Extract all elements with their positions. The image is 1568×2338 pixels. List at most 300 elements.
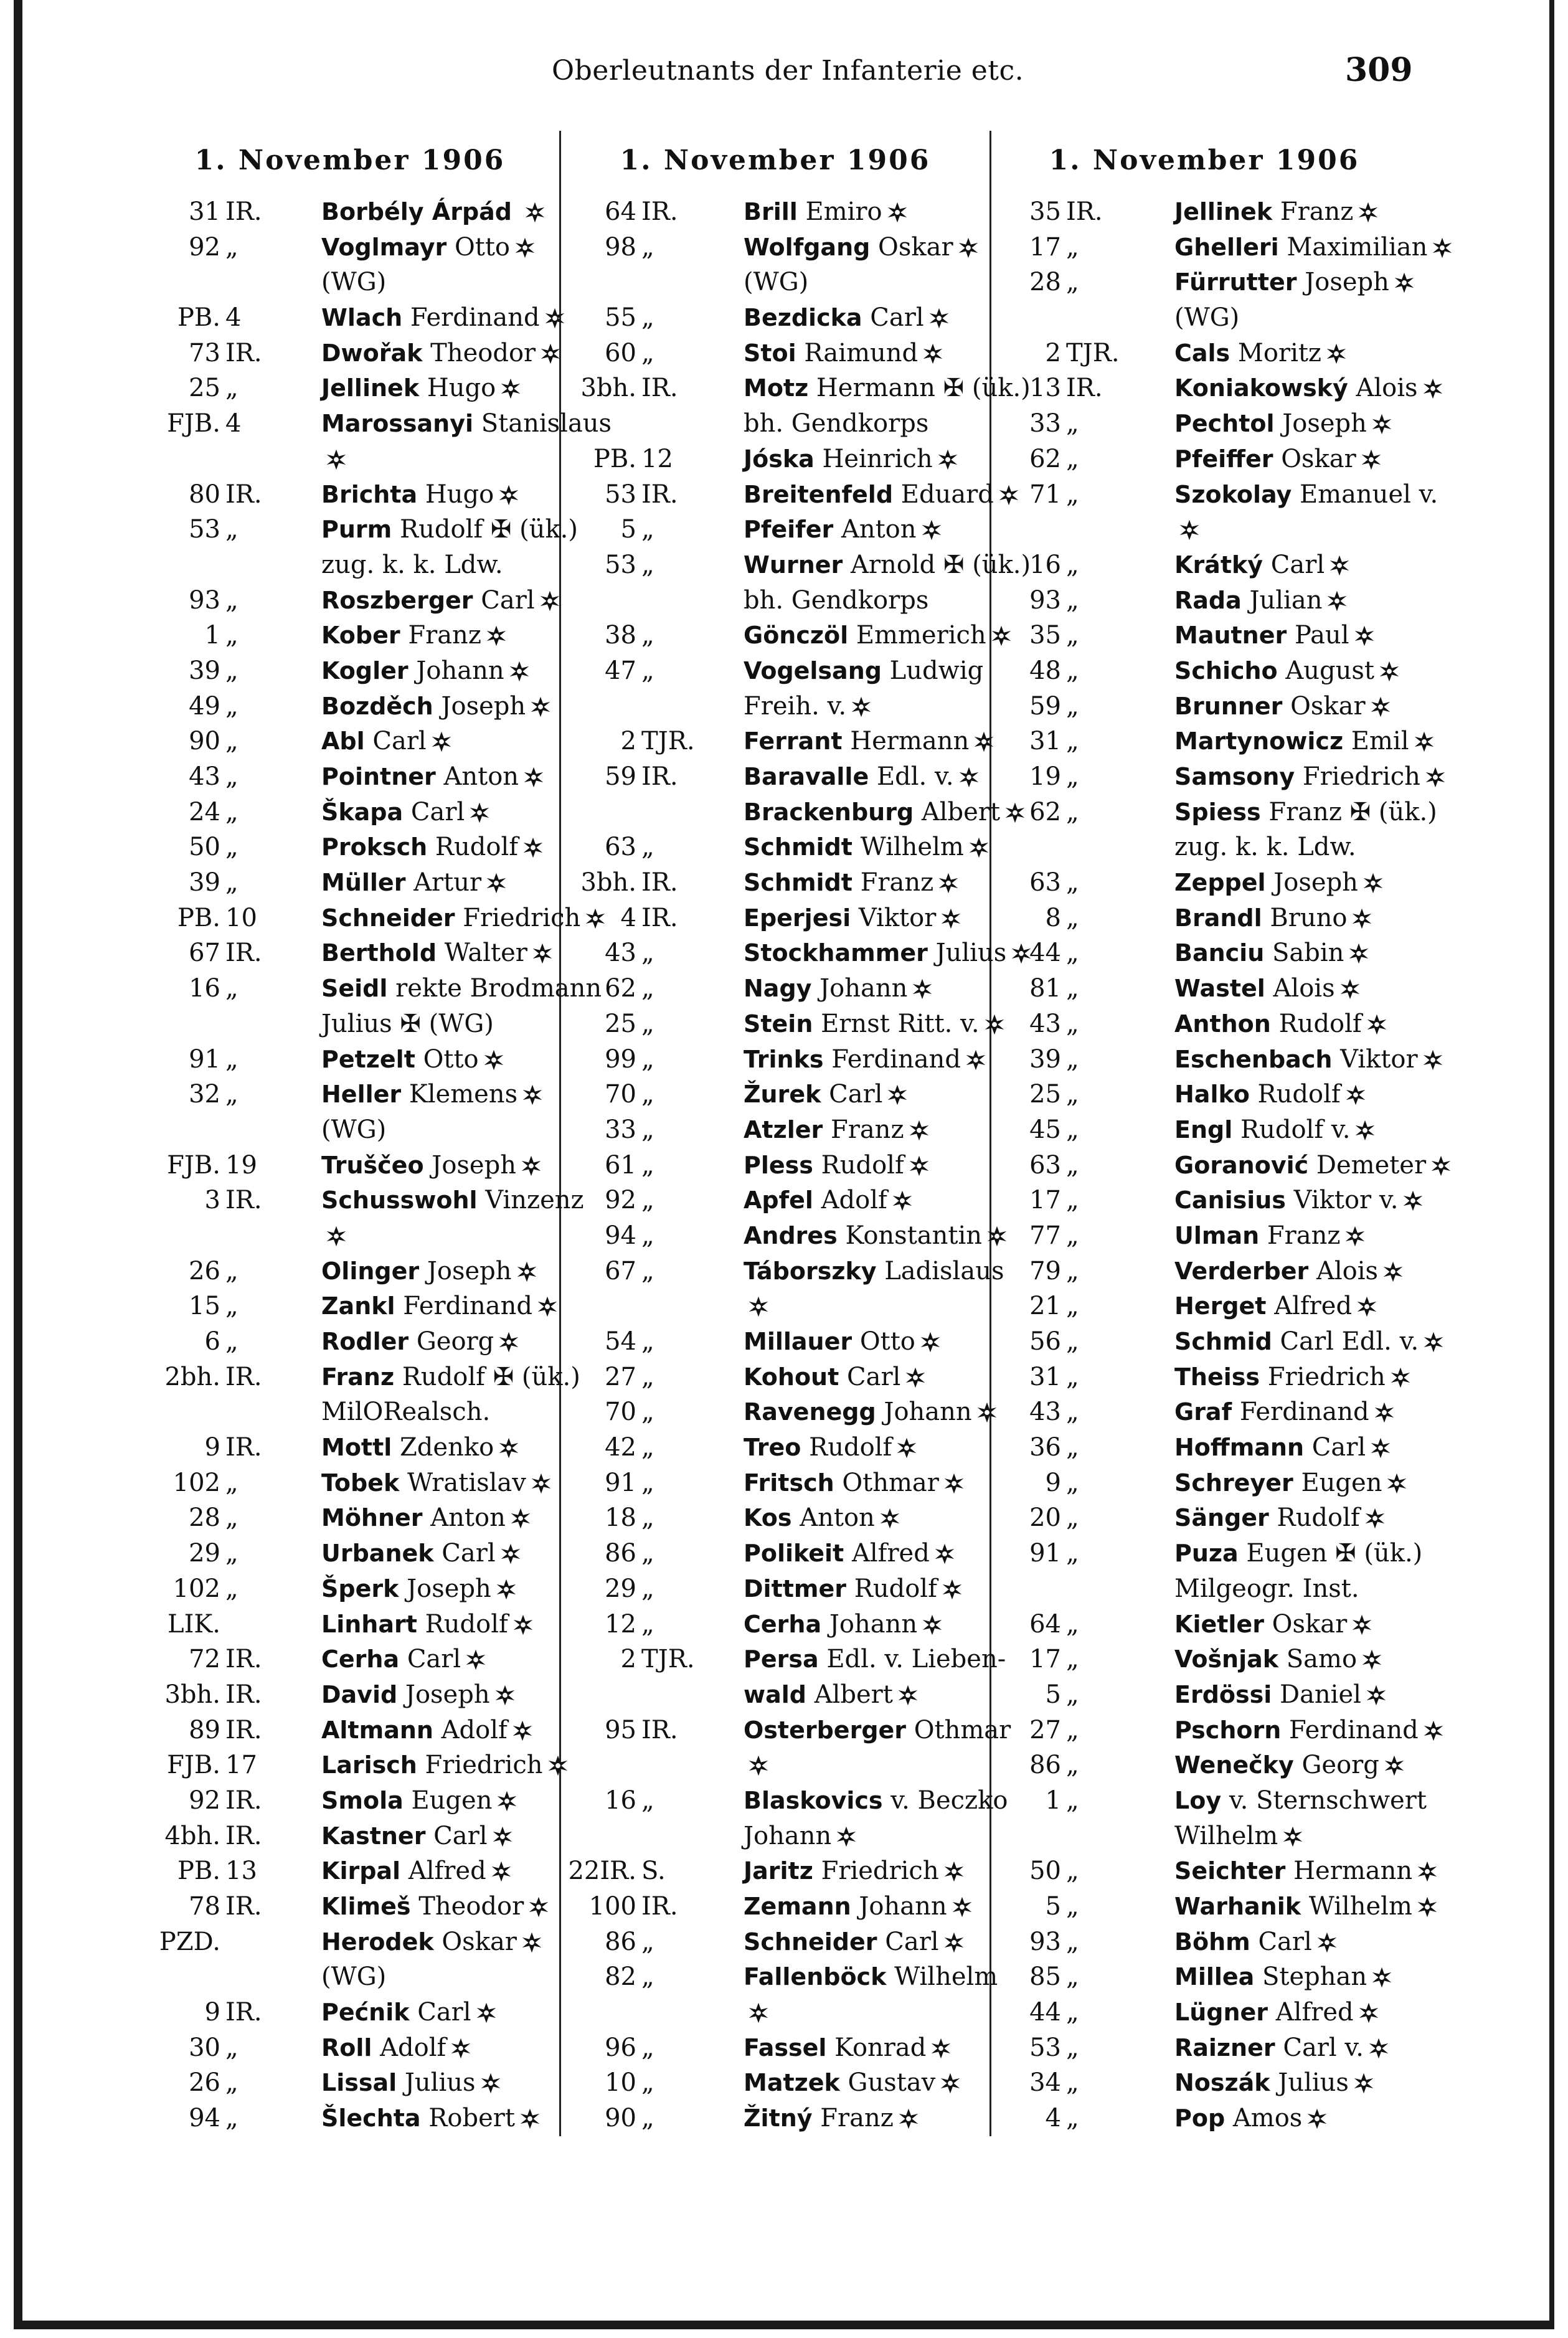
officer-entry <box>313 971 602 1006</box>
officer-entry <box>735 689 983 724</box>
cross-pattee-icon <box>1364 1507 1386 1530</box>
unit-abbrev: „ <box>225 797 239 826</box>
officer-entry <box>313 830 553 865</box>
unit-abbrev <box>220 1959 313 1995</box>
officer-entry <box>313 759 553 795</box>
unit-abbrev: „ <box>225 656 239 685</box>
list-item <box>147 1853 553 1889</box>
list-item <box>147 1218 553 1254</box>
regiment-number: 82 <box>605 1962 636 1992</box>
list-item <box>996 971 1412 1006</box>
list-item <box>996 1254 1412 1289</box>
regiment-number: 93 <box>1029 1927 1061 1956</box>
surname: Goranović <box>1174 1151 1309 1179</box>
given-name: Rudolf <box>1278 1009 1362 1038</box>
surname: Vogelsang <box>744 656 882 684</box>
officer-entry <box>1166 653 1412 689</box>
regiment-number: PB. <box>177 1857 220 1886</box>
regiment-number: 43 <box>1029 1009 1061 1038</box>
surname: Altmann <box>321 1716 433 1744</box>
officer-entry <box>735 512 983 547</box>
given-name: Eugen ✠ (ük.) <box>1246 1539 1423 1568</box>
regiment-number: 89 <box>189 1715 220 1744</box>
given-name: Hugo <box>425 480 494 509</box>
given-name: Samo <box>1286 1645 1358 1674</box>
regiment-number <box>147 265 220 300</box>
given-name: (WG) <box>321 1962 387 1992</box>
given-name: Johann <box>859 1892 947 1921</box>
regiment-number: 26 <box>189 1256 220 1285</box>
list-item <box>147 653 553 689</box>
regiment-number: 5 <box>1045 1892 1061 1921</box>
given-name: Anton <box>800 1503 875 1533</box>
cross-pattee-icon <box>943 1472 965 1495</box>
regiment-number: 38 <box>605 621 636 650</box>
list-item <box>568 795 1001 830</box>
officer-entry <box>313 230 553 265</box>
officer-entry <box>313 1360 580 1395</box>
cross-pattee-icon <box>1353 2072 1375 2094</box>
list-item <box>147 194 553 230</box>
list-item <box>147 1324 553 1360</box>
cross-pattee-icon <box>897 1684 919 1706</box>
list-item <box>147 2030 553 2066</box>
given-name: Emiro <box>805 197 882 226</box>
given-name: Joseph <box>1273 868 1358 897</box>
cross-pattee-icon <box>879 1507 901 1530</box>
officer-entry <box>313 1607 553 1642</box>
cross-pattee-icon <box>1369 1437 1392 1459</box>
list-item <box>568 265 983 300</box>
given-name: Rudolf <box>809 1433 892 1462</box>
regiment-number: 12 <box>605 1609 636 1639</box>
officer-entry <box>313 935 557 971</box>
surname: Šperk <box>321 1574 399 1602</box>
given-name: Walter <box>444 939 527 968</box>
regiment-number: 44 <box>1029 939 1061 968</box>
surname: Brunner <box>1174 692 1283 720</box>
unit-abbrev: „ <box>225 585 239 615</box>
officer-entry <box>313 1783 553 1819</box>
cross-pattee-icon <box>951 1896 973 1918</box>
list-item <box>996 2065 1412 2101</box>
surname: Voglmayr <box>321 233 447 261</box>
surname: Seidl <box>321 975 388 1003</box>
given-name: Julian <box>1249 585 1323 615</box>
cross-pattee-icon <box>1344 1225 1366 1247</box>
surname: Táborszky <box>744 1257 877 1285</box>
officer-entry <box>1166 300 1412 336</box>
cross-pattee-icon <box>522 836 544 859</box>
unit-abbrev: S. <box>641 1857 666 1886</box>
unit-abbrev: „ <box>1066 939 1079 968</box>
surname: Pechtol <box>1174 410 1275 438</box>
list-item <box>568 1042 983 1077</box>
unit-abbrev <box>220 1218 313 1254</box>
unit-abbrev: 17 <box>225 1751 257 1780</box>
officer-entry <box>313 1183 584 1218</box>
given-name: (WG) <box>744 268 809 297</box>
regiment-number: 50 <box>189 833 220 862</box>
given-name: Wilhelm <box>1174 1821 1278 1850</box>
officer-entry <box>313 1959 553 1995</box>
unit-abbrev <box>220 1924 313 1960</box>
unit-abbrev <box>220 1394 313 1430</box>
cross-pattee-icon <box>1430 1155 1452 1177</box>
list-item <box>568 830 983 865</box>
officer-entry <box>313 724 553 759</box>
given-name: Friedrich <box>821 1857 939 1886</box>
surname: Kogler <box>321 656 409 684</box>
regiment-number: 91 <box>189 1044 220 1074</box>
unit-abbrev: „ <box>1066 656 1079 685</box>
given-name: MilORealsch. <box>321 1398 491 1427</box>
regiment-number: 67 <box>189 939 220 968</box>
regiment-number: 60 <box>605 338 636 367</box>
given-name: Wilhelm <box>1308 1892 1412 1921</box>
officer-entry <box>1166 2065 1412 2101</box>
unit-abbrev <box>220 442 313 477</box>
given-name: Franz <box>860 868 934 897</box>
surname: Wlach <box>321 304 403 332</box>
officer-entry <box>1166 1500 1412 1536</box>
unit-abbrev: „ <box>1066 903 1079 932</box>
regiment-number: 91 <box>605 1468 636 1497</box>
cross-pattee-icon <box>886 201 909 224</box>
surname: Gönczöl <box>744 622 849 650</box>
officer-entry <box>735 971 983 1006</box>
unit-abbrev: „ <box>641 1080 654 1109</box>
list-item <box>147 265 553 300</box>
unit-abbrev: „ <box>1066 1221 1079 1250</box>
list-item <box>568 1006 983 1042</box>
list-item <box>568 1642 1006 1677</box>
surname: Schmid <box>1174 1328 1272 1355</box>
surname: Samsony <box>1174 763 1295 790</box>
regiment-number: 100 <box>588 1892 636 1921</box>
surname: Eperjesi <box>744 904 851 932</box>
cross-pattee-icon <box>1360 448 1382 471</box>
cross-pattee-icon <box>527 1896 550 1918</box>
regiment-number: 16 <box>1029 550 1061 579</box>
unit-abbrev: „ <box>641 1362 654 1391</box>
officer-entry <box>1166 1889 1442 1924</box>
cross-pattee-icon <box>957 237 980 259</box>
surname: Nagy <box>744 975 812 1003</box>
unit-abbrev: „ <box>1066 2068 1079 2098</box>
officer-entry <box>313 1819 553 1854</box>
unit-abbrev: IR. <box>225 1998 262 2027</box>
surname: Herget <box>1174 1292 1267 1320</box>
officer-entry <box>735 300 983 336</box>
unit-abbrev: „ <box>225 374 239 403</box>
cross-pattee-icon <box>1357 201 1379 224</box>
list-item <box>996 1006 1412 1042</box>
given-name: Otto <box>859 1327 915 1356</box>
unit-abbrev: 10 <box>225 903 257 932</box>
unit-abbrev: „ <box>641 2068 654 2098</box>
unit-abbrev <box>636 689 735 724</box>
officer-entry <box>1166 795 1437 830</box>
given-name: Joseph <box>441 691 526 721</box>
cross-pattee-icon <box>933 1543 956 1565</box>
cross-pattee-icon <box>920 519 943 541</box>
list-item <box>996 1430 1412 1465</box>
officer-entry <box>735 1148 983 1183</box>
given-name: rekte Brodmann <box>395 974 602 1003</box>
cross-pattee-icon <box>895 1437 918 1459</box>
officer-entry <box>735 1819 983 1854</box>
given-name: Demeter <box>1316 1150 1427 1180</box>
regiment-number: 25 <box>1029 1080 1061 1109</box>
cross-pattee-icon <box>512 1614 534 1636</box>
officer-entry <box>313 583 565 618</box>
surname: Ulman <box>1174 1221 1260 1249</box>
cross-pattee-icon <box>511 1720 534 1742</box>
list-item <box>996 336 1412 371</box>
regiment-number: 25 <box>189 374 220 403</box>
list-item <box>568 1995 983 2030</box>
list-item <box>147 1571 553 1607</box>
unit-abbrev: „ <box>641 1609 654 1639</box>
officer-entry <box>735 1324 983 1360</box>
cross-pattee-icon <box>908 1119 930 1142</box>
given-name: Amos <box>1232 2104 1303 2133</box>
unit-abbrev <box>1061 1571 1166 1607</box>
regiment-number <box>568 1748 636 1783</box>
given-name: Joseph <box>427 1256 512 1285</box>
officer-entry <box>1166 1183 1428 1218</box>
officer-entry <box>735 1006 1009 1042</box>
unit-abbrev <box>1061 830 1166 865</box>
list-item <box>996 653 1412 689</box>
list-item <box>147 865 553 901</box>
regiment-number: 24 <box>189 797 220 826</box>
unit-abbrev <box>636 1677 735 1713</box>
surname: Szokolay <box>1174 480 1292 508</box>
cross-pattee-icon <box>1366 1013 1388 1036</box>
given-name: Wilhelm <box>860 833 964 862</box>
column-2 <box>568 144 1031 2136</box>
given-name: Gustav <box>848 2068 936 2098</box>
regiment-number: 92 <box>605 1186 636 1215</box>
list-item <box>147 618 553 653</box>
surname: Mautner <box>1174 622 1287 650</box>
cross-pattee-icon <box>325 448 347 471</box>
cross-pattee-icon <box>911 978 933 1000</box>
cross-pattee-icon <box>930 2037 952 2060</box>
given-name: Rudolf <box>1257 1080 1341 1109</box>
unit-abbrev: „ <box>641 1186 654 1215</box>
list-item <box>568 1536 983 1571</box>
regiment-number: 55 <box>605 303 636 333</box>
given-name: Ernst Ritt. v. <box>821 1009 980 1038</box>
officer-entry <box>1166 759 1450 795</box>
regiment-number: 67 <box>605 1256 636 1285</box>
officer-entry <box>313 1077 553 1112</box>
given-name: Artur <box>413 868 482 897</box>
given-name: Oskar <box>878 232 953 262</box>
officer-entry <box>313 1465 556 1501</box>
given-name: Friedrich <box>1302 762 1420 791</box>
list-item <box>147 1289 553 1324</box>
page-number: 309 <box>1345 51 1413 89</box>
regiment-number: 16 <box>189 974 220 1003</box>
unit-abbrev: „ <box>1066 1433 1079 1462</box>
regiment-number <box>568 1677 636 1713</box>
given-name: Joseph <box>1305 268 1389 297</box>
surname: Böhm <box>1174 1928 1250 1956</box>
regiment-number: 94 <box>189 2104 220 2133</box>
surname: Loy <box>1174 1786 1222 1814</box>
regiment-number: FJB. <box>167 409 220 438</box>
cross-pattee-icon <box>450 2037 472 2060</box>
list-item <box>147 336 553 371</box>
given-name: Othmar <box>842 1468 939 1497</box>
unit-abbrev: „ <box>1066 1362 1079 1391</box>
surname: Borbély Árpád <box>321 198 512 225</box>
regiment-number: 2 <box>620 727 636 756</box>
given-name: Carl <box>481 585 535 615</box>
cross-pattee-icon <box>1416 1860 1438 1883</box>
surname: Zemann <box>744 1893 851 1920</box>
surname: Wenečky <box>1174 1751 1294 1779</box>
unit-abbrev: „ <box>1066 1751 1079 1780</box>
list-item <box>147 759 553 795</box>
officer-entry <box>1166 1959 1412 1995</box>
unit-abbrev: „ <box>1066 1186 1079 1215</box>
regiment-number: 1 <box>204 621 220 650</box>
surname: Brill <box>744 198 798 225</box>
regiment-number: 3bh. <box>580 374 636 403</box>
officer-entry <box>735 1289 983 1324</box>
unit-abbrev: IR. <box>225 1645 262 1674</box>
unit-abbrev: „ <box>1066 1256 1079 1285</box>
list-item <box>996 1042 1418 1077</box>
given-name: Rudolf <box>854 1574 937 1603</box>
officer-entry <box>1166 1112 1412 1148</box>
unit-abbrev: „ <box>1066 2104 1079 2133</box>
officer-entry <box>313 1924 553 1960</box>
regiment-number: 102 <box>172 1574 220 1603</box>
surname: Warhanik <box>1174 1893 1301 1920</box>
regiment-number <box>147 442 220 477</box>
surname: Puza <box>1174 1540 1239 1568</box>
list-item <box>568 442 983 477</box>
officer-entry <box>735 194 983 230</box>
officer-entry <box>1166 406 1412 442</box>
cross-pattee-icon <box>495 1578 517 1601</box>
surname: Blaskovics <box>744 1786 883 1814</box>
cross-pattee-icon <box>919 1331 942 1353</box>
list-item <box>147 1783 553 1819</box>
officer-entry <box>1166 1713 1448 1748</box>
surname: Müller <box>321 869 406 897</box>
surname: Schreyer <box>1174 1469 1293 1497</box>
cross-pattee-icon <box>973 731 995 753</box>
surname: Dittmer <box>744 1574 847 1602</box>
surname: Smola <box>321 1786 404 1814</box>
given-name: Franz ✠ (ük.) <box>1268 797 1437 826</box>
regiment-number: 91 <box>1029 1539 1061 1568</box>
regiment-number: 99 <box>605 1044 636 1074</box>
given-name: Alfred <box>851 1539 930 1568</box>
regiment-number: 29 <box>605 1574 636 1603</box>
officer-entry <box>735 830 994 865</box>
surname: Roszberger <box>321 586 473 614</box>
given-name: zug. k. k. Ldw. <box>1174 833 1356 862</box>
given-name: Paul <box>1294 621 1349 650</box>
surname: Škapa <box>321 798 404 826</box>
unit-abbrev: „ <box>641 1044 654 1074</box>
unit-abbrev: „ <box>1066 1292 1079 1321</box>
list-item <box>568 1148 983 1183</box>
unit-abbrev: „ <box>225 515 239 544</box>
cross-pattee-icon <box>530 1472 552 1495</box>
unit-abbrev <box>636 1289 735 1324</box>
given-name: Raimund <box>804 338 919 367</box>
unit-abbrev: „ <box>225 232 239 262</box>
unit-abbrev <box>636 1748 735 1783</box>
unit-abbrev: „ <box>641 303 654 333</box>
cross-pattee-icon <box>1413 731 1435 753</box>
given-name: (WG) <box>321 1115 387 1144</box>
regiment-number: PZD. <box>159 1927 220 1956</box>
list-item <box>568 1677 983 1713</box>
officer-entry <box>735 795 1030 830</box>
cross-pattee-icon <box>465 1649 487 1671</box>
surname: Proksch <box>321 833 428 861</box>
cross-pattee-icon <box>1422 1331 1445 1353</box>
unit-abbrev: „ <box>225 974 239 1003</box>
regiment-number: 90 <box>605 2104 636 2133</box>
cross-pattee-icon <box>1356 1295 1378 1318</box>
given-name: Rudolf <box>435 833 519 862</box>
regiment-number: 8 <box>1045 903 1061 932</box>
unit-abbrev: IR. <box>1066 197 1103 226</box>
cross-pattee-icon <box>516 1261 538 1283</box>
regiment-number: 64 <box>1029 1609 1061 1639</box>
given-name: v. Beczko <box>890 1786 1008 1815</box>
unit-abbrev: „ <box>1066 691 1079 721</box>
regiment-number: 43 <box>189 762 220 791</box>
given-name: Konstantin <box>845 1221 983 1250</box>
list-item <box>568 618 986 653</box>
officer-entry <box>1166 1394 1412 1430</box>
given-name: Moritz <box>1237 338 1322 367</box>
given-name: Rudolf <box>425 1609 508 1639</box>
unit-abbrev: 12 <box>641 444 673 473</box>
regiment-number: 4 <box>620 903 636 932</box>
cross-pattee-icon <box>499 1543 522 1565</box>
list-item <box>996 1148 1427 1183</box>
given-name: Konrad <box>834 2033 927 2062</box>
regiment-number: 3bh. <box>580 868 636 897</box>
unit-abbrev: „ <box>641 1115 654 1144</box>
given-name: Alfred <box>408 1857 486 1886</box>
unit-abbrev: „ <box>225 762 239 791</box>
surname: Linhart <box>321 1610 417 1638</box>
regiment-number: 35 <box>1029 197 1061 226</box>
cross-pattee-icon <box>479 2072 502 2094</box>
officer-entry <box>735 618 1016 653</box>
regiment-number: 28 <box>189 1503 220 1533</box>
officer-entry <box>1166 265 1419 300</box>
surname: Kohout <box>744 1363 839 1391</box>
list-item <box>568 1959 998 1995</box>
unit-abbrev: „ <box>1066 1680 1079 1709</box>
unit-abbrev: TJR. <box>641 1645 695 1674</box>
